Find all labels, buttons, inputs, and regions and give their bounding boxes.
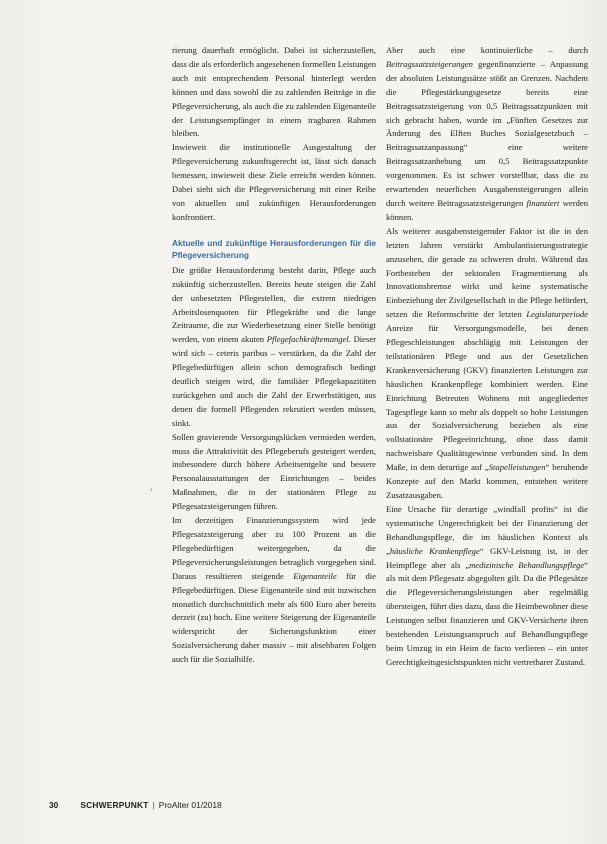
margin-mark-icon: ‹ <box>150 484 153 494</box>
paragraph-text: Eine Ursache für derartige „windfall profits“ ist die systematische Ungerechtigkeit bei der Finanzierung der Behandlungspflege, die im häuslichen Kontext als „ <box>386 503 588 556</box>
paragraph-text: werden können. <box>386 197 588 222</box>
paragraph <box>172 514 376 667</box>
paragraph-text: rierung dauerhaft ermöglicht. Dabei ist sicherzustellen, dass die als erforderlich angesehenen formellen Leistungen auch mit entsprechendem Personal hinterlegt werden können und dass sowohl die zu zahlenden Beiträge in die Pflegeversicherung, als auch die zu zahlenden Eigenanteile der Leistungsempfänger in einem tragbaren Rahmen bleiben. <box>172 45 376 139</box>
paragraph-text: gegenfinanzierte – Anpassung der absoluten Leistungssätze stößt an Grenzen. Nachdem die Pflegestärkungsgesetze bereits eine Beitragssatzsteigerung von 0,5 Beitragssatzpunkten mit sich gebracht haben, wurde im „Fünften Gesetzes zur Änderung des Elften Buches Sozialgesetzbuch – Beitragssatzanpassung“ eine weitere Beitragssatzanhebung um 0,5 Beitragssatzpunkte vorgenommen. Es ist schwer vorstellbar, dass die zu erwartenden neuerlichen Ausgabensteigerungen allein durch weitere Beitragssatzsteigerungen <box>386 58 588 208</box>
paragraph-text: Anreize für Versorgungsmodelle, bei denen Pflegeschleistungen abschlägig mit Leistungen der teilstationären Pflege und aus der Gesetzlichen Krankenversicherung (GKV) finanzierten Leistungen zur häuslichen Krankenpflege kombiniert werden. Eine Einrichtung Betreuten Wohnens mit angegliederter Tagespflege kann so mehr als doppelt so hohe Leistungen aus der Sozialversicherung beziehen als eine vollstationäre Pflegeeinrichtung, ohne dass damit nachweisbare Qualitätsgewinne verbunden sind. In dem Maße, in dem derartige auf „ <box>386 323 588 473</box>
paragraph <box>386 503 588 670</box>
emphasis-text: Beitragssatzsteigerungen <box>386 58 473 69</box>
section-heading: Aktuelle und zukünftige Herausforderungen für die Pflegeversicherung <box>172 237 376 261</box>
emphasis-text: Legislaturperiode <box>526 309 588 320</box>
paragraph-text: “ beruhende Konzepte auf den Markt kommen, entstehen weitere Zusatzausgaben. <box>386 462 588 500</box>
paragraph-text: . Dieser wird sich – ceteris paribus – verstärken, da die Zahl der Pflegebedürftigen allein schon demografisch bedingt deutlich steigen wird, die familiäer Pflegekapazitäten zurückgehen und auch die Zahl der Erwerbstätigen, aus denen die formell Pflegenden rekrutiert werden müssen, sinkt. <box>172 334 376 428</box>
paragraph-text: “ GKV-Leistung ist, in der Heimpflege aber als „ <box>386 545 588 570</box>
page-footer <box>49 800 222 810</box>
emphasis-text: Eigenanteile <box>293 570 337 581</box>
emphasis-text: häusliche Krankenpflege <box>389 545 480 556</box>
paragraph-text: “ als mit dem Pflegesatz abgegolten gilt. Da die Pflegesätze die Pflegeversicherungsleistungen aber regelmäßig übersteigen, führt dies dazu, dass die Heimbewohner diese Leistungen selbst finanzieren und GKV-Versicherte ihren bestehenden Leistungsanspruch auf Behandlungspflege beim Umzug in ein Heim de facto verlieren – ein unter Gerechtigkeitsgesichtspunkten nicht vertretbarer Zustand. <box>386 559 588 667</box>
emphasis-text: Pflegefachkräftemangel <box>266 334 349 345</box>
paragraph-text: Sollen gravierende Versorgungslücken vermieden werden, muss die Attraktivität des Pflegeberufs gesteigert werden, insbesondere durch höhere Arbeitsentgelte und bessere Personalausstattungen der Einrichtungen – beides Maßnahmen, die in der stationären Pflege zu Pflegesatzsteigerungen führen. <box>172 431 376 512</box>
emphasis-text: Stapelleistungen <box>488 462 546 473</box>
emphasis-text: medizinische Behandlungspflege <box>469 559 585 570</box>
paragraph <box>386 225 588 503</box>
section-name: SCHWERPUNKT <box>80 800 149 810</box>
paragraph <box>172 44 376 141</box>
text-column-right <box>386 44 588 670</box>
paragraph-text: Als weiterer ausgabensteigernder Faktor ist die in den letzten Jahren verstärkt Ambulantisierungsstrategie anzusehen, die gerade zu schweren droht. Während das Fortbestehen der sektoralen Fragmentierung als Innovationsbremse wirkt und keine systematische Einbeziehung der Zivilgesellschaft in die Pflege befördert, setzen die Reformschritte der letzten <box>386 225 588 320</box>
paragraph <box>172 264 376 431</box>
text-column-left <box>172 44 376 667</box>
paragraph <box>172 431 376 514</box>
paragraph-text: Aber auch eine kontinuierliche – durch <box>386 45 588 55</box>
footer-separator: | <box>152 800 155 810</box>
magazine-issue: ProAlter 01/2018 <box>158 800 222 810</box>
paragraph <box>172 141 376 224</box>
paragraph <box>386 44 588 225</box>
paragraph-text: für die Pflegebedürftigen. Diese Eigenanteile sind mit inzwischen monatlich durchschnittlich mehr als 600 Euro aber bereits derzeit (zu) hoch. Eine weitere Steigerung der Eigenanteile widerspricht der Sicherungsfunktion einer Sozialversicherung daher massiv – mit absehbaren Folgen auch für die Sozialhilfe. <box>172 570 376 665</box>
emphasis-text: finanziert <box>526 197 560 208</box>
paragraph-text: Inwieweit die institutionelle Ausgestaltung der Pflegeversicherung zukunftsgerecht ist, lässt sich danach bemessen, inwieweit diese Ziele erreicht werden können. Dabei sieht sich die Pflegeversicherung mit einer Reihe von aktuellen und zukünftigen Herausforderungen konfrontiert. <box>172 142 376 222</box>
paragraph-text: Im derzeitigen Finanzierungssystem wird jede Pflegesatzsteigerung aber zu 100 Prozent an die Pflegebedürftigen weitergegeben, da die Pflegeversicherungsleistungen betraglich vorgegeben sind. Daraus resultieren steigende <box>172 515 376 581</box>
page-number: 30 <box>49 800 59 810</box>
paragraph-text: Die größte Herausforderung besteht darin, Pflege auch zukünftig sicherzustellen. Bereits heute steigen die Zahl der unbesetzten Pflegestellen, die extrem niedrigen Arbeitslosenquoten für Pflegekräfte und die lange Zeitraume, die zur Wiederbesetzung einer Stelle benötigt werden, von einem akuten <box>172 264 376 345</box>
